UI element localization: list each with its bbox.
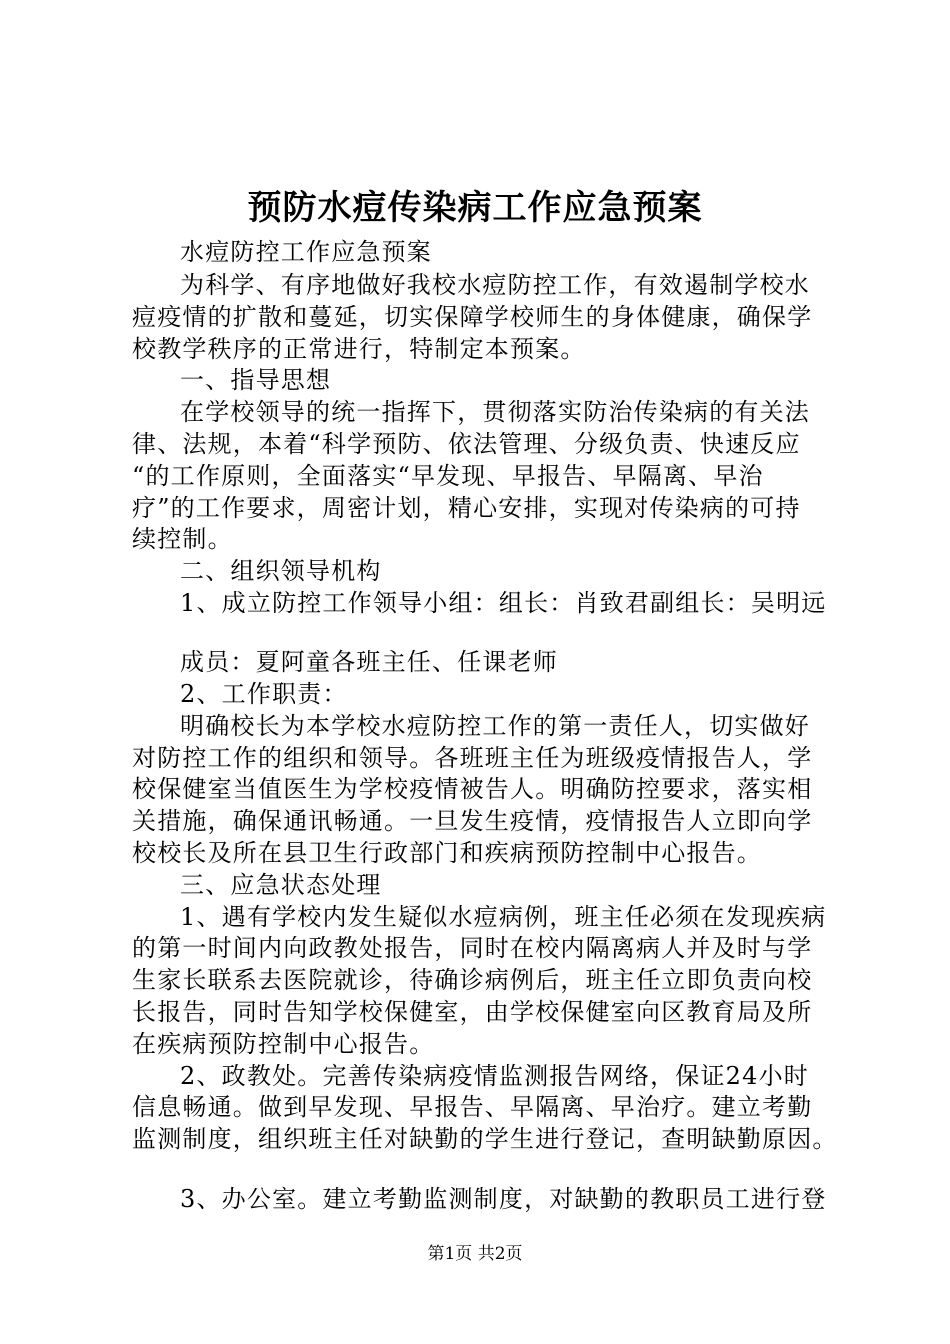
- paragraph-line: 1、遇有学校内发生疑似水痘病例，班主任必须在发现疾病: [180, 903, 827, 931]
- paragraph-line: 在学校领导的统一指挥下，贯彻落实防治传染病的有关法: [180, 398, 810, 426]
- paragraph-line: 校教学秩序的正常进行，特制定本预案。: [132, 335, 586, 363]
- paragraph-line: 1、成立防控工作领导小组：组长：肖致君副组长：吴明远: [180, 589, 827, 617]
- paragraph-line: 对防控工作的组织和领导。各班班主任为班级疫情报告人，学: [132, 744, 813, 772]
- paragraph-line: 痘疫情的扩散和蔓延，切实保障学校师生的身体健康，确保学: [132, 303, 813, 331]
- paragraph-line: 信息畅通。做到早发现、早报告、早隔离、早治疗。建立考勤: [132, 1093, 813, 1121]
- paragraph-line: 明确校长为本学校水痘防控工作的第一责任人，切实做好: [180, 712, 810, 740]
- page-indicator: 第1页 共2页: [427, 1244, 523, 1264]
- paragraph-line: 2、政教处。完善传染病疫情监测报告网络，保证24小时: [180, 1062, 810, 1090]
- paragraph-line: 长报告，同时告知学校保健室，由学校保健室向区教育局及所: [132, 998, 813, 1026]
- document-title: 预防水痘传染病工作应急预案: [247, 188, 703, 228]
- paragraph-line: 生家长联系去医院就诊，待确诊病例后，班主任立即负责向校: [132, 966, 813, 994]
- section-heading: 二、组织领导机构: [180, 557, 382, 585]
- paragraph-line: 校保健室当值医生为学校疫情被告人。明确防控要求，落实相: [132, 775, 813, 803]
- section-heading: 三、应急状态处理: [180, 871, 382, 899]
- paragraph-line: 监测制度，组织班主任对缺勤的学生进行登记，查明缺勤原因。: [132, 1125, 838, 1153]
- paragraph-line: 的第一时间内向政教处报告，同时在校内隔离病人并及时与学: [132, 934, 813, 962]
- paragraph-line: 续控制。: [132, 525, 233, 553]
- section-heading: 一、指导思想: [180, 366, 332, 394]
- paragraph-line: 3、办公室。建立考勤监测制度，对缺勤的教职员工进行登: [180, 1185, 827, 1213]
- paragraph-line: 在疾病预防控制中心报告。: [132, 1030, 435, 1058]
- paragraph-line: “的工作原则，全面落实“早发现、早报告、早隔离、早治: [132, 462, 764, 490]
- paragraph-line: 成员：夏阿童各班主任、任课老师: [180, 648, 558, 676]
- paragraph-line: 为科学、有序地做好我校水痘防控工作，有效遏制学校水: [180, 271, 810, 299]
- paragraph-line: 疗”的工作要求，周密计划，精心安排，实现对传染病的可持: [132, 494, 801, 522]
- paragraph-line: 关措施，确保通讯畅通。一旦发生疫情，疫情报告人立即向学: [132, 807, 813, 835]
- subtitle-line: 水痘防控工作应急预案: [180, 238, 432, 266]
- paragraph-line: 律、法规，本着“科学预防、依法管理、分级负责、快速反应: [132, 430, 801, 458]
- paragraph-line: 校校长及所在县卫生行政部门和疾病预防控制中心报告。: [132, 839, 762, 867]
- subsection-heading: 2、工作职责：: [180, 680, 348, 708]
